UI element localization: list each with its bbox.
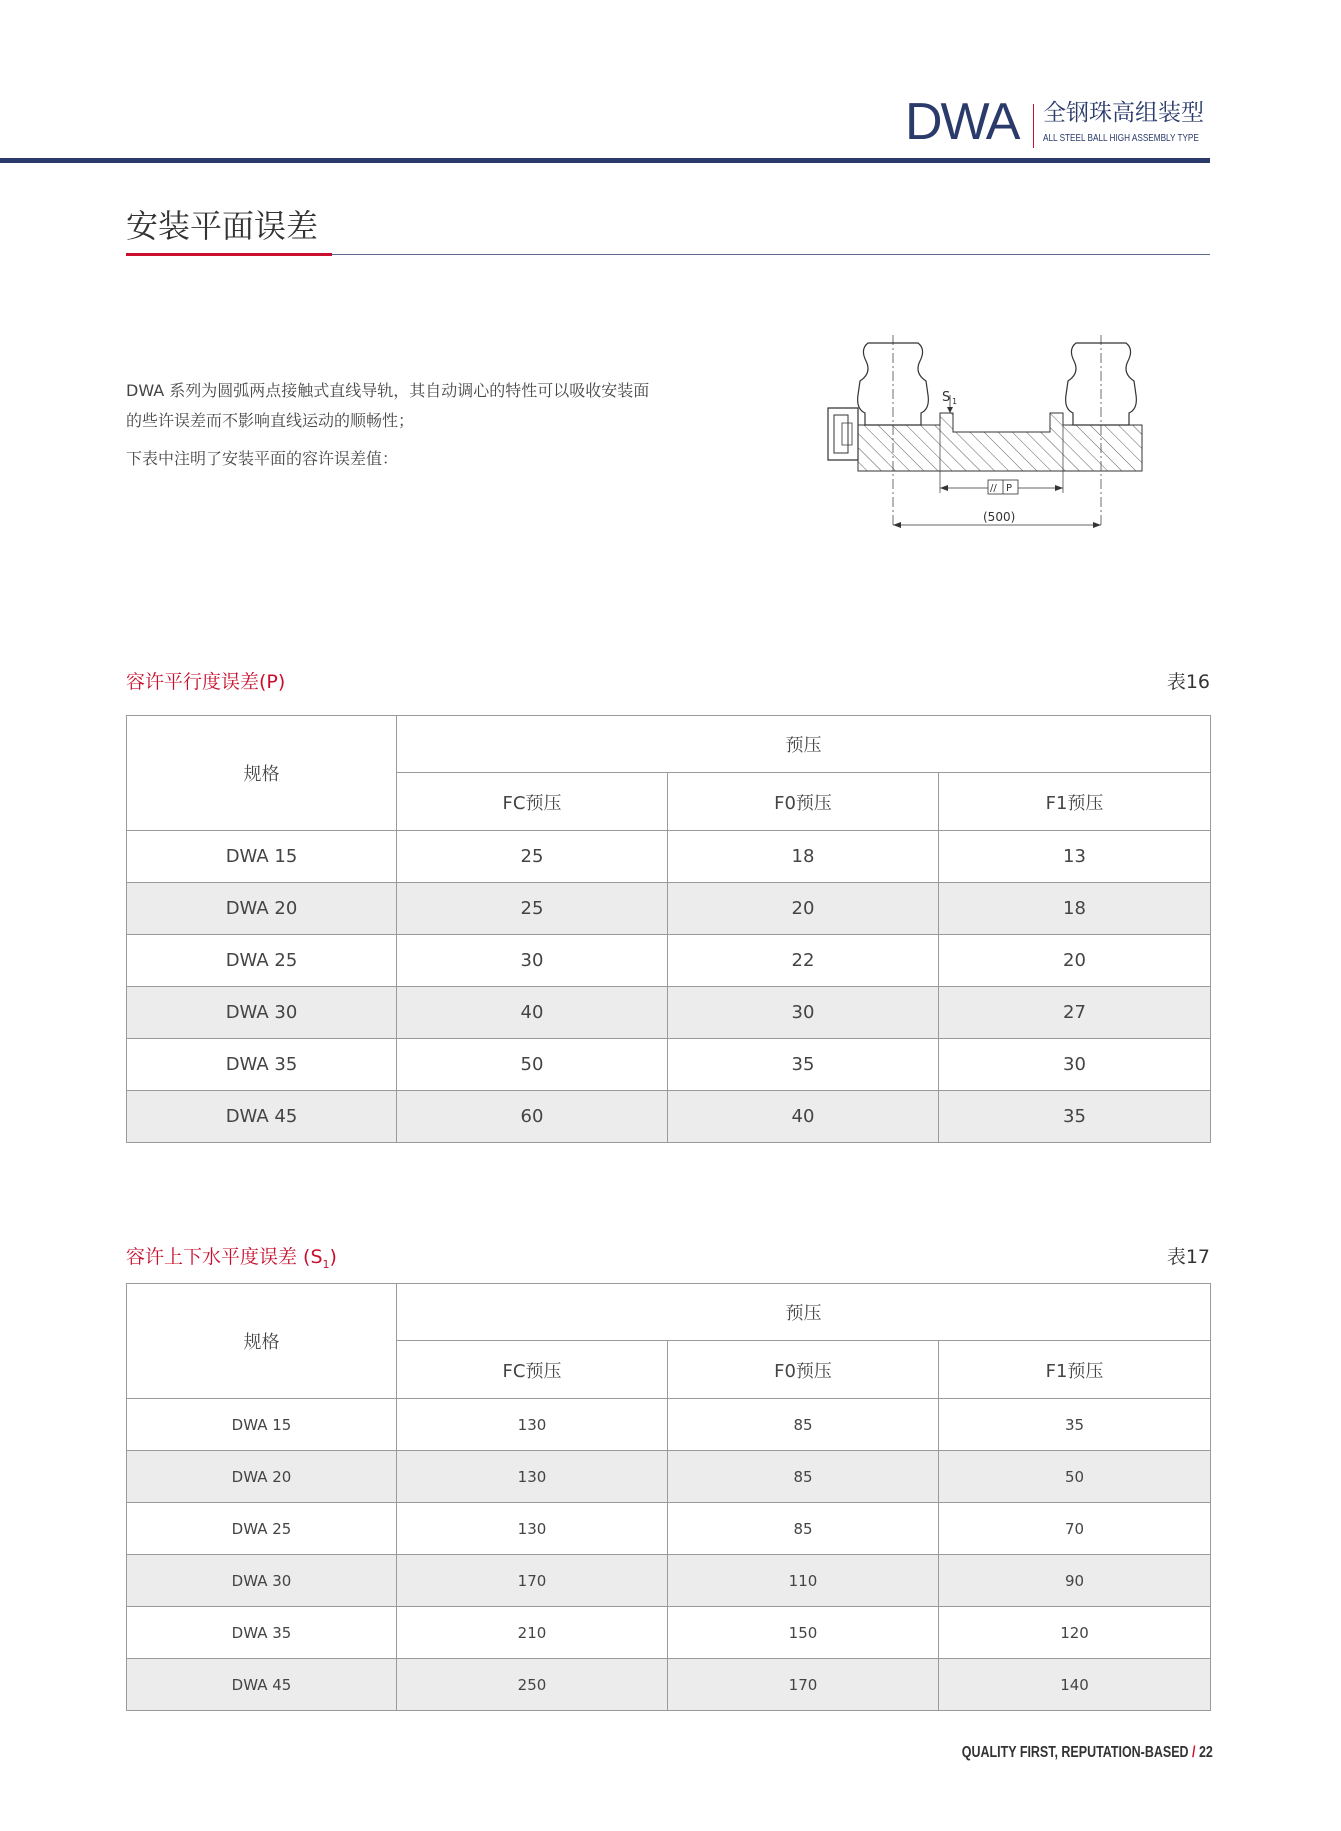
footer-separator: /	[1192, 1744, 1196, 1761]
header-f0: F0预压	[668, 773, 939, 831]
section-rule-accent	[126, 253, 332, 256]
table-row	[127, 935, 1211, 987]
cell-f1: 140	[939, 1659, 1211, 1711]
cell-fc: 130	[397, 1399, 668, 1451]
table-row	[127, 1607, 1211, 1659]
footer	[962, 1745, 1213, 1761]
header-fc: FC预压	[397, 773, 668, 831]
parallelism-symbol: //	[990, 483, 997, 494]
parallelism-table	[126, 715, 1211, 1143]
cell-fc: 50	[397, 1039, 668, 1091]
levelness-table	[126, 1283, 1211, 1711]
side-reference-block	[828, 408, 858, 460]
header-title-cn: 全钢珠高组装型	[1043, 100, 1204, 126]
cell-f1: 13	[939, 831, 1211, 883]
intro-line-2: 的些许误差而不影响直线运动的顺畅性；	[126, 411, 415, 430]
dimension-label: (500)	[983, 510, 1016, 524]
cell-f0: 18	[668, 831, 939, 883]
cell-fc: 25	[397, 883, 668, 935]
header-preload: 预压	[397, 716, 1211, 773]
cell-spec: DWA 25	[127, 935, 397, 987]
cell-f1: 50	[939, 1451, 1211, 1503]
cell-spec: DWA 15	[127, 1399, 397, 1451]
cell-spec: DWA 30	[127, 1555, 397, 1607]
cell-spec: DWA 30	[127, 987, 397, 1039]
cell-spec: DWA 20	[127, 883, 397, 935]
table2-caption-end: )	[329, 1246, 337, 1268]
cell-f1: 90	[939, 1555, 1211, 1607]
brand-logo: DWA	[905, 93, 1019, 151]
cell-spec: DWA 35	[127, 1039, 397, 1091]
cell-f1: 20	[939, 935, 1211, 987]
cell-f1: 30	[939, 1039, 1211, 1091]
cell-fc: 60	[397, 1091, 668, 1143]
table-row	[127, 1039, 1211, 1091]
header-title-en: ALL STEEL BALL HIGH ASSEMBLY TYPE	[1043, 133, 1199, 144]
cell-fc: 25	[397, 831, 668, 883]
cell-f1: 70	[939, 1503, 1211, 1555]
table2-caption-main: 容许上下水平度误差 (S	[126, 1246, 323, 1268]
table-row	[127, 1555, 1211, 1607]
table2-caption-sub: 1	[322, 1257, 330, 1271]
table-row	[127, 1659, 1211, 1711]
cell-fc: 130	[397, 1503, 668, 1555]
cell-f0: 110	[668, 1555, 939, 1607]
header-spec: 规格	[127, 1284, 397, 1399]
cell-fc: 30	[397, 935, 668, 987]
cell-fc: 130	[397, 1451, 668, 1503]
cell-f0: 22	[668, 935, 939, 987]
header-rule	[0, 158, 1210, 163]
table-row	[127, 831, 1211, 883]
cell-fc: 250	[397, 1659, 668, 1711]
cell-f0: 85	[668, 1503, 939, 1555]
cell-spec: DWA 25	[127, 1503, 397, 1555]
header-f0: F0预压	[668, 1341, 939, 1399]
section-title: 安装平面误差	[126, 207, 319, 245]
table-row	[127, 987, 1211, 1039]
table-row	[127, 883, 1211, 935]
cell-f1: 35	[939, 1091, 1211, 1143]
table2-caption	[126, 1248, 337, 1270]
intro-line-3: 下表中注明了安装平面的容许误差值：	[126, 449, 399, 468]
footer-text: QUALITY FIRST, REPUTATION-BASED	[961, 1744, 1189, 1761]
cell-f0: 30	[668, 987, 939, 1039]
parallelism-letter: P	[1006, 483, 1013, 494]
cell-f0: 150	[668, 1607, 939, 1659]
intro-line-1: DWA 系列为圆弧两点接触式直线导轨，其自动调心的特性可以吸收安装面	[126, 381, 650, 400]
header-f1: F1预压	[939, 773, 1211, 831]
s1-label: S	[942, 390, 951, 405]
cell-f0: 40	[668, 1091, 939, 1143]
cell-f0: 20	[668, 883, 939, 935]
cell-spec: DWA 35	[127, 1607, 397, 1659]
table1-caption: 容许平行度误差(P)	[126, 671, 286, 693]
table-row	[127, 1451, 1211, 1503]
header-fc: FC预压	[397, 1341, 668, 1399]
header-separator	[1033, 104, 1034, 148]
page-number: 22	[1199, 1744, 1213, 1761]
header-spec: 规格	[127, 716, 397, 831]
header-f1: F1预压	[939, 1341, 1211, 1399]
table2-number: 表17	[1166, 1246, 1210, 1268]
table1-number: 表16	[1166, 671, 1210, 693]
cell-spec: DWA 45	[127, 1091, 397, 1143]
cell-f1: 18	[939, 883, 1211, 935]
cell-spec: DWA 20	[127, 1451, 397, 1503]
table-row	[127, 1399, 1211, 1451]
cell-spec: DWA 15	[127, 831, 397, 883]
cell-f0: 35	[668, 1039, 939, 1091]
cell-f1: 27	[939, 987, 1211, 1039]
cell-fc: 170	[397, 1555, 668, 1607]
table-row	[127, 1503, 1211, 1555]
cell-f0: 85	[668, 1451, 939, 1503]
cell-fc: 40	[397, 987, 668, 1039]
header-preload: 预压	[397, 1284, 1211, 1341]
s1-label-sub: 1	[952, 397, 958, 406]
cell-f1: 35	[939, 1399, 1211, 1451]
mounting-surface-diagram	[820, 325, 1200, 530]
cell-fc: 210	[397, 1607, 668, 1659]
cell-f1: 120	[939, 1607, 1211, 1659]
cell-f0: 85	[668, 1399, 939, 1451]
cell-f0: 170	[668, 1659, 939, 1711]
cell-spec: DWA 45	[127, 1659, 397, 1711]
table-row	[127, 1091, 1211, 1143]
